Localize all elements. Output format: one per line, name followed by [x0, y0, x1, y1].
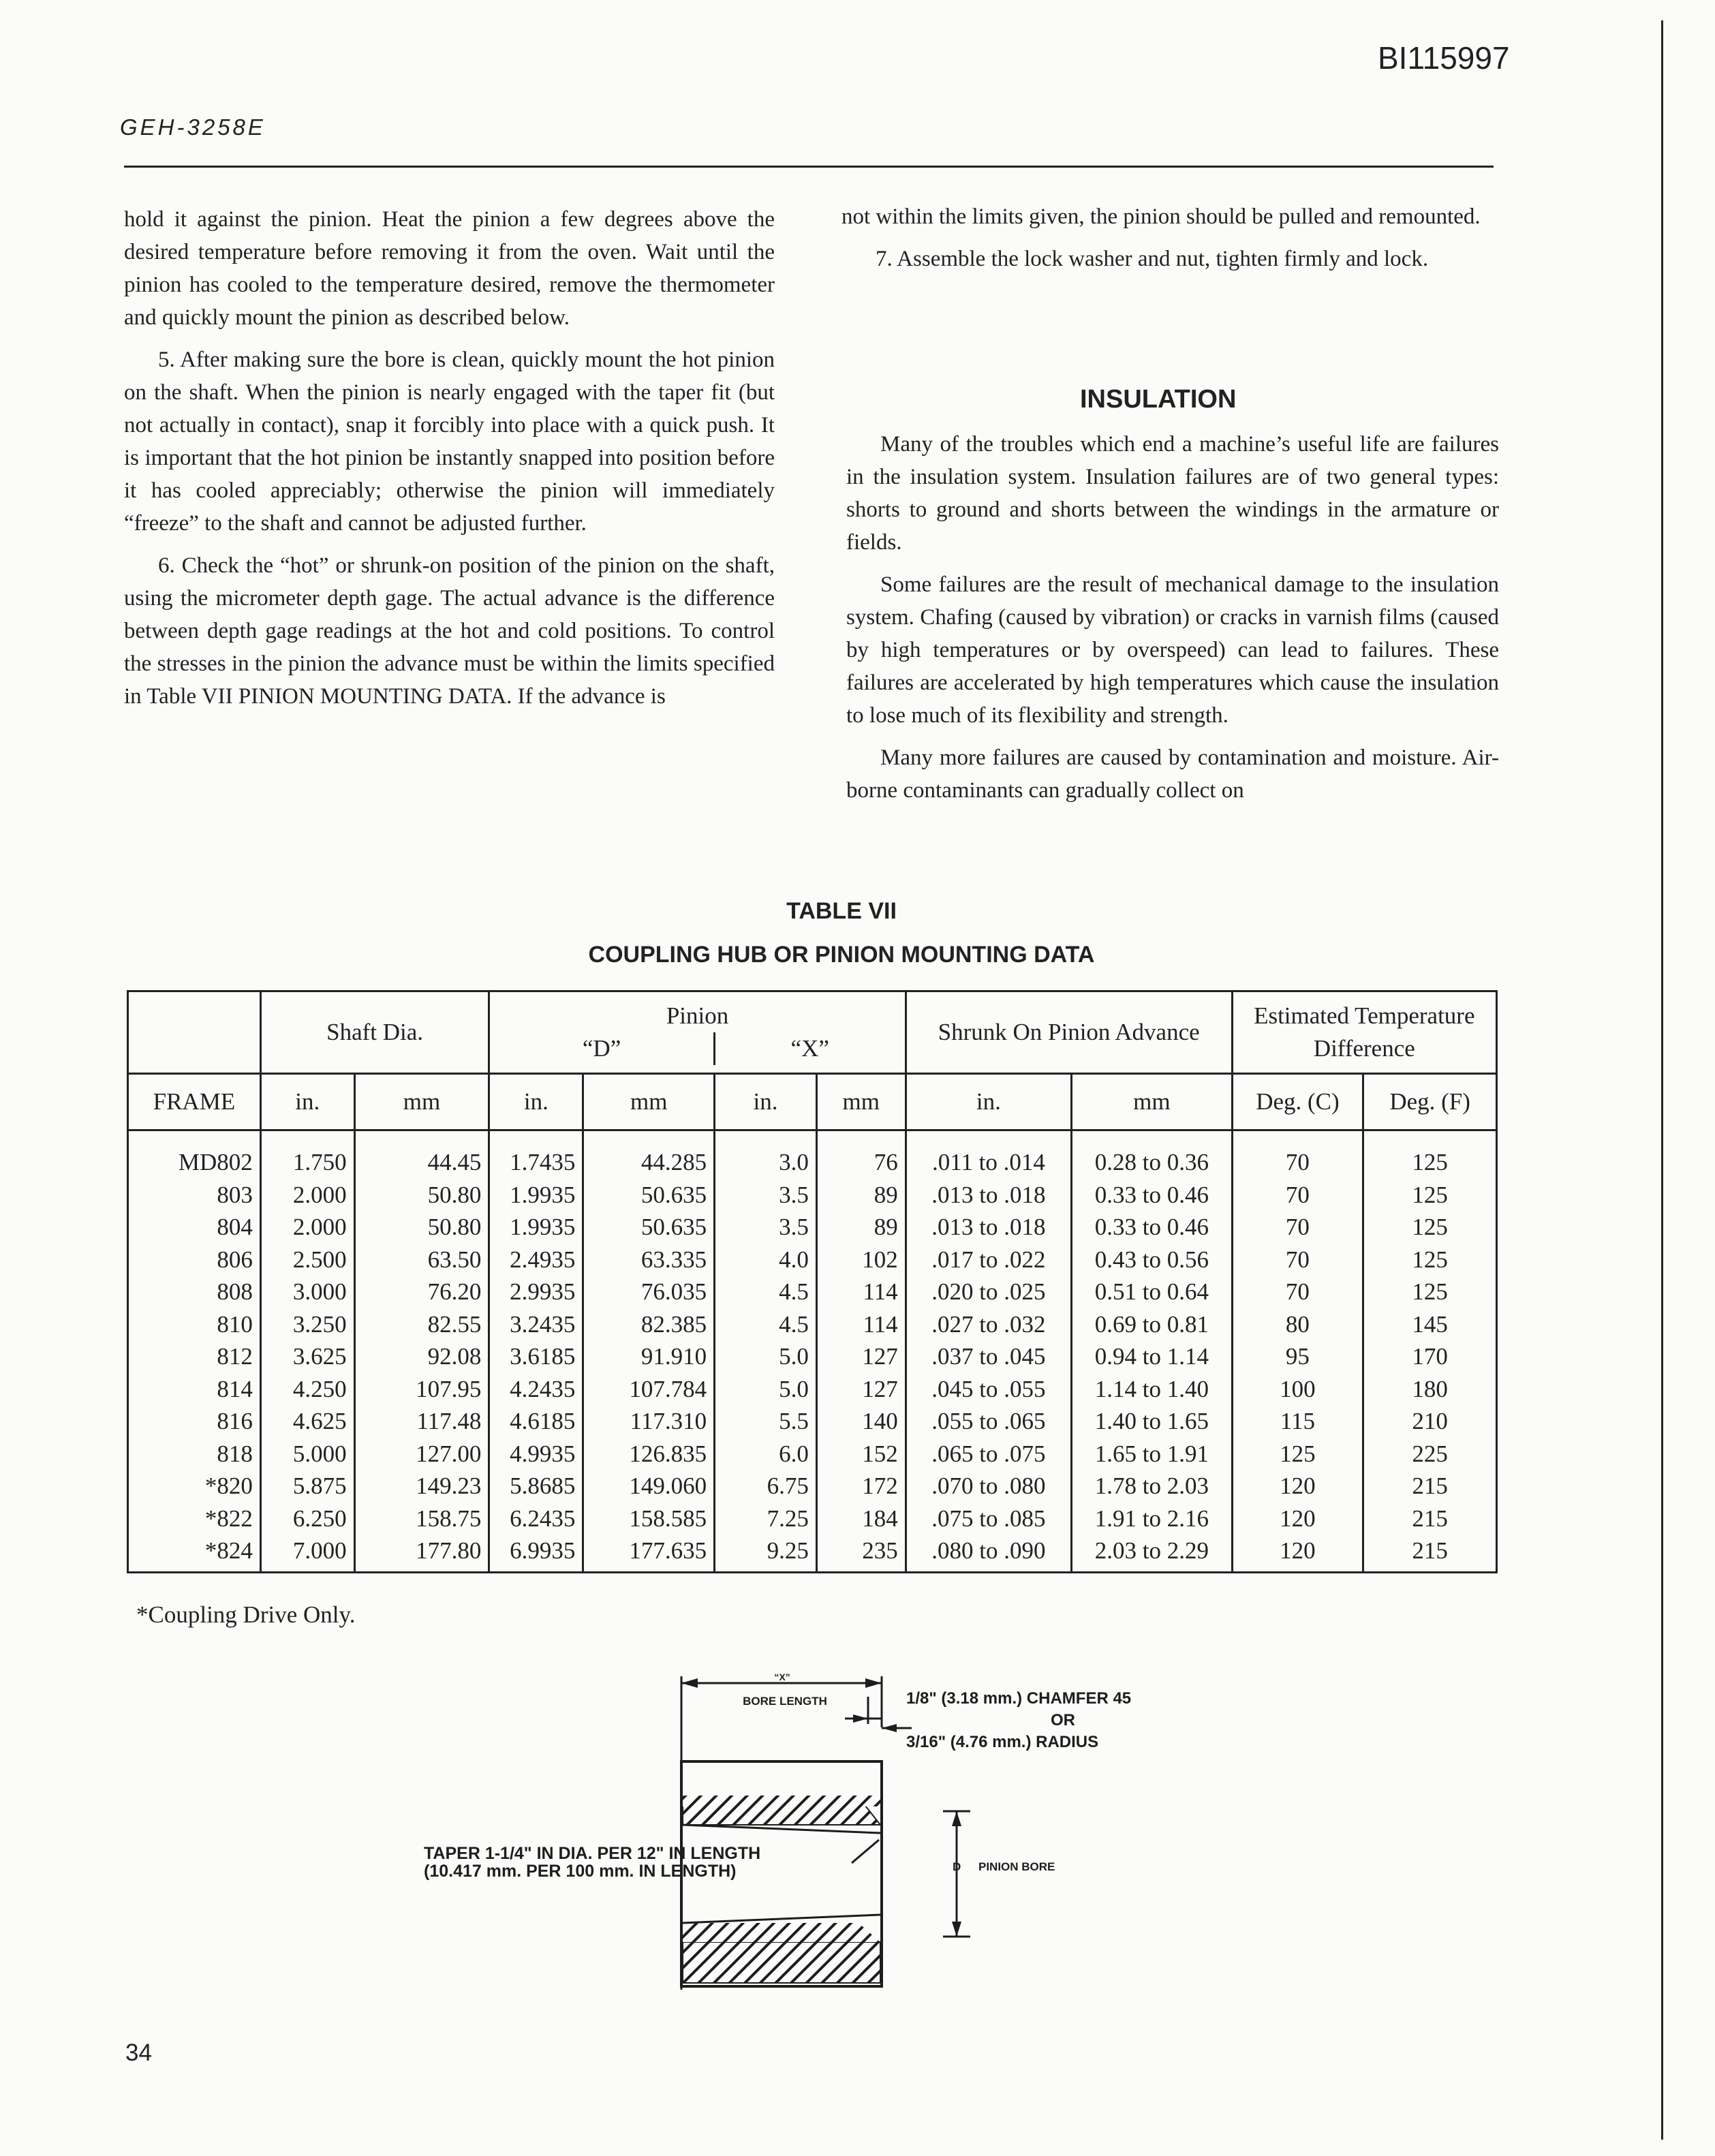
table-cell: 89 — [816, 1179, 906, 1212]
table-cell: 50.80 — [354, 1211, 489, 1244]
table-row — [128, 1340, 1497, 1373]
table-cell: 120 — [1232, 1535, 1363, 1572]
table-cell: 76 — [816, 1130, 906, 1179]
chamfer-arrow-icon — [853, 1714, 868, 1723]
table-cell: 180 — [1363, 1373, 1497, 1406]
pinion-d-label: “D” — [490, 1032, 715, 1065]
table-cell: .065 to .075 — [906, 1438, 1071, 1470]
arrow-down-icon — [952, 1922, 961, 1937]
table-cell: 149.060 — [583, 1470, 715, 1503]
table-cell: 107.784 — [583, 1373, 715, 1406]
table-cell: 1.9935 — [489, 1179, 583, 1212]
table-cell: 76.035 — [583, 1276, 715, 1308]
lower-hatched-section — [683, 1942, 880, 1983]
table-cell: 6.0 — [715, 1438, 817, 1470]
table-cell: 3.0 — [715, 1130, 817, 1179]
table-cell: 2.03 to 2.29 — [1072, 1535, 1232, 1572]
table-cell: 89 — [816, 1211, 906, 1244]
table-cell: 140 — [816, 1405, 906, 1438]
table-cell: 6.9935 — [489, 1535, 583, 1572]
arrow-left-icon — [681, 1678, 698, 1688]
table-cell: 117.310 — [583, 1405, 715, 1438]
table-cell: .055 to .065 — [906, 1405, 1071, 1438]
table-cell: *820 — [128, 1470, 261, 1503]
table-cell: *824 — [128, 1535, 261, 1572]
table-subtitle: COUPLING HUB OR PINION MOUNTING DATA — [588, 942, 1095, 968]
table-cell: .020 to .025 — [906, 1276, 1071, 1308]
table-cell: 5.875 — [260, 1470, 354, 1503]
table-cell: 115 — [1232, 1405, 1363, 1438]
table-row — [128, 1211, 1497, 1244]
table-cell: 806 — [128, 1244, 261, 1276]
column-header: Deg. (C) — [1232, 1074, 1363, 1130]
table-cell: 158.75 — [354, 1503, 489, 1535]
column-header: in. — [489, 1074, 583, 1130]
table-cell: 70 — [1232, 1276, 1363, 1308]
table-row — [128, 1405, 1497, 1438]
column-header: in. — [715, 1074, 817, 1130]
table-row — [128, 1179, 1497, 1212]
table-cell: 1.40 to 1.65 — [1072, 1405, 1232, 1438]
table-cell: 125 — [1232, 1438, 1363, 1470]
table-cell: 114 — [816, 1308, 906, 1341]
table-cell: 50.635 — [583, 1179, 715, 1212]
table-cell: 6.75 — [715, 1470, 817, 1503]
table-cell: 4.625 — [260, 1405, 354, 1438]
arrow-up-icon — [952, 1811, 961, 1826]
paragraph: 7. Assemble the lock washer and nut, tighten firmly and lock. — [876, 247, 1429, 271]
table-cell: 4.9935 — [489, 1438, 583, 1470]
group-header-shrunk: Shrunk On Pinion Advance — [906, 991, 1232, 1074]
table-cell: 82.55 — [354, 1308, 489, 1341]
table-cell: 0.33 to 0.46 — [1072, 1211, 1232, 1244]
table-cell: 120 — [1232, 1503, 1363, 1535]
table-cell: 7.25 — [715, 1503, 817, 1535]
table-cell: 1.91 to 2.16 — [1072, 1503, 1232, 1535]
table-cell: 2.000 — [260, 1179, 354, 1212]
table-cell: 70 — [1232, 1244, 1363, 1276]
column-header: mm — [1072, 1074, 1232, 1130]
table-cell: 145 — [1363, 1308, 1497, 1341]
table-cell: 3.5 — [715, 1211, 817, 1244]
radius-label: 3/16" (4.76 mm.) RADIUS — [906, 1733, 1099, 1751]
table-row — [128, 1130, 1497, 1179]
table-cell: 2.500 — [260, 1244, 354, 1276]
table-cell: 127 — [816, 1340, 906, 1373]
table-cell: .013 to .018 — [906, 1211, 1071, 1244]
paragraph: 5. After making sure the bore is clean, quickly mount the hot pinion on the shaft. When the pinion is nearly engaged with the taper fit (but not actually in contact), snap it forcibly into place with a quick push. It is important that the hot pinion be instantly snapped into position before it has cooled appreciably; otherwise the pinion will immediately “freeze” to the shaft and cannot be adjusted further. — [124, 348, 775, 536]
table-cell: .027 to .032 — [906, 1308, 1071, 1341]
table-cell: 4.250 — [260, 1373, 354, 1406]
bore-x-label: “X” — [774, 1672, 790, 1682]
table-cell: 4.5 — [715, 1276, 817, 1308]
table-cell: .037 to .045 — [906, 1340, 1071, 1373]
table-cell: 4.5 — [715, 1308, 817, 1341]
chamfer-label: 1/8" (3.18 mm.) CHAMFER 45 — [906, 1689, 1132, 1708]
pinion-bore-diagram — [409, 1669, 1240, 1990]
table-column-header-row — [128, 1074, 1497, 1130]
table-cell: 7.000 — [260, 1535, 354, 1572]
table-cell: 810 — [128, 1308, 261, 1341]
table-cell: 80 — [1232, 1308, 1363, 1341]
header-rule — [124, 166, 1494, 168]
table-cell: 127 — [816, 1373, 906, 1406]
table-cell: 1.14 to 1.40 — [1072, 1373, 1232, 1406]
table-cell: 818 — [128, 1438, 261, 1470]
taper-label: TAPER 1-1/4" IN DIA. PER 12" IN LENGTH — [424, 1844, 761, 1863]
table-cell: 149.23 — [354, 1470, 489, 1503]
group-header-shaft: Shaft Dia. — [260, 991, 489, 1074]
table-cell: .011 to .014 — [906, 1130, 1071, 1179]
table-cell: 95 — [1232, 1340, 1363, 1373]
table-cell: 814 — [128, 1373, 261, 1406]
table-cell: MD802 — [128, 1130, 261, 1179]
table-cell: 170 — [1363, 1340, 1497, 1373]
table-title: TABLE VII — [786, 898, 897, 924]
section-heading: INSULATION — [1080, 385, 1237, 414]
table-cell: 1.65 to 1.91 — [1072, 1438, 1232, 1470]
paragraph: Many more failures are caused by contamination and moisture. Air-borne contaminants can gradually collect on — [846, 745, 1499, 803]
table-group-header-row — [128, 991, 1497, 1074]
table-cell: 125 — [1363, 1179, 1497, 1212]
table-cell: 803 — [128, 1179, 261, 1212]
pinion-x-label: “X” — [790, 1035, 829, 1062]
table-cell: 2.000 — [260, 1211, 354, 1244]
column-header: mm — [816, 1074, 906, 1130]
empty-header-cell — [128, 991, 261, 1074]
table-body — [128, 1130, 1497, 1573]
table-cell: 0.51 to 0.64 — [1072, 1276, 1232, 1308]
table-cell: 1.7435 — [489, 1130, 583, 1179]
table-row — [128, 1373, 1497, 1406]
table-cell: 107.95 — [354, 1373, 489, 1406]
pinion-label: Pinion — [666, 1002, 729, 1029]
table-cell: 6.250 — [260, 1503, 354, 1535]
table-cell: .080 to .090 — [906, 1535, 1071, 1572]
table-cell: 225 — [1363, 1438, 1497, 1470]
paragraph: not within the limits given, the pinion should be pulled and remounted. — [841, 204, 1481, 229]
table-cell: .075 to .085 — [906, 1503, 1071, 1535]
table-cell: 3.625 — [260, 1340, 354, 1373]
table-row — [128, 1535, 1497, 1572]
table-cell: 0.43 to 0.56 — [1072, 1244, 1232, 1276]
table-cell: 70 — [1232, 1130, 1363, 1179]
table-cell: 215 — [1363, 1535, 1497, 1572]
table-row — [128, 1244, 1497, 1276]
paragraph: hold it against the pinion. Heat the pinion a few degrees above the desired temperature before removing it from the oven. Wait until the pinion has cooled to the temperature desired, remove the thermometer and quickly mount the pinion as described below. — [124, 207, 775, 330]
group-header-temp: Estimated Temperature Difference — [1232, 991, 1496, 1074]
table-cell: 235 — [816, 1535, 906, 1572]
table-cell: 50.635 — [583, 1211, 715, 1244]
table-cell: 63.50 — [354, 1244, 489, 1276]
table-cell: 152 — [816, 1438, 906, 1470]
table-cell: 6.2435 — [489, 1503, 583, 1535]
table-cell: .070 to .080 — [906, 1470, 1071, 1503]
bore-d-label: D — [953, 1860, 961, 1873]
table-cell: 1.750 — [260, 1130, 354, 1179]
paragraph: 6. Check the “hot” or shrunk-on position of the pinion on the shaft, using the micrometer depth gage. The actual advance is the difference between depth gage readings at the hot and cold positions. To control the stresses in the pinion the advance must be within the limits specified in Table VII PINION MOUNTING DATA. If the advance is — [124, 553, 775, 709]
chamfer-arrow-icon — [882, 1724, 897, 1732]
table-cell: 125 — [1363, 1276, 1497, 1308]
table-cell: 210 — [1363, 1405, 1497, 1438]
table-footnote: *Coupling Drive Only. — [136, 1601, 356, 1628]
table-cell: 44.45 — [354, 1130, 489, 1179]
table-cell: 184 — [816, 1503, 906, 1535]
table-cell: 3.5 — [715, 1179, 817, 1212]
upper-hatched-section — [683, 1806, 880, 1825]
table-cell: 92.08 — [354, 1340, 489, 1373]
table-cell: 215 — [1363, 1470, 1497, 1503]
table-cell: 808 — [128, 1276, 261, 1308]
table-cell: 117.48 — [354, 1405, 489, 1438]
table-cell: 114 — [816, 1276, 906, 1308]
chamfer-or-label: OR — [1051, 1711, 1075, 1729]
table-row — [128, 1308, 1497, 1341]
table-cell: 76.20 — [354, 1276, 489, 1308]
page-number: 34 — [125, 2039, 152, 2066]
table-cell: 70 — [1232, 1211, 1363, 1244]
table-cell: 3.6185 — [489, 1340, 583, 1373]
table-cell: 0.28 to 0.36 — [1072, 1130, 1232, 1179]
table-row — [128, 1503, 1497, 1535]
document-code: GEH-3258E — [120, 114, 266, 140]
table-cell: 127.00 — [354, 1438, 489, 1470]
table-cell: .017 to .022 — [906, 1244, 1071, 1276]
table-cell: 102 — [816, 1244, 906, 1276]
table-cell: .013 to .018 — [906, 1179, 1071, 1212]
table-cell: 5.0 — [715, 1340, 817, 1373]
table-cell: 44.285 — [583, 1130, 715, 1179]
table-cell: 3.2435 — [489, 1308, 583, 1341]
column-header: mm — [354, 1074, 489, 1130]
table-cell: 177.635 — [583, 1535, 715, 1572]
table-cell: 177.80 — [354, 1535, 489, 1572]
column-header: mm — [583, 1074, 715, 1130]
table-cell: 5.5 — [715, 1405, 817, 1438]
insulation-section — [846, 428, 1499, 816]
table-cell: *822 — [128, 1503, 261, 1535]
table-cell: 50.80 — [354, 1179, 489, 1212]
table-row — [128, 1276, 1497, 1308]
bore-length-label: BORE LENGTH — [743, 1695, 827, 1708]
table-cell: 70 — [1232, 1179, 1363, 1212]
table-cell: 5.8685 — [489, 1470, 583, 1503]
table-cell: 4.0 — [715, 1244, 817, 1276]
column-header: FRAME — [128, 1074, 261, 1130]
paragraph: Some failures are the result of mechanical damage to the insulation system. Chafing (caused by vibration) or cracks in varnish films (caused by high temperatures or by overspeed) can lead to failures. These failures are accelerated by high temperatures which cause the insulation to lose much of its flexibility and strength. — [846, 572, 1499, 728]
table-row — [128, 1438, 1497, 1470]
arrow-right-icon — [865, 1678, 882, 1688]
table-cell: 5.0 — [715, 1373, 817, 1406]
column-header: Deg. (F) — [1363, 1074, 1497, 1130]
table-cell: 0.33 to 0.46 — [1072, 1179, 1232, 1212]
table-cell: 91.910 — [583, 1340, 715, 1373]
pinion-mounting-table — [127, 990, 1498, 1573]
table-cell: 804 — [128, 1211, 261, 1244]
document-id: BI115997 — [1378, 40, 1510, 76]
table-cell: 82.385 — [583, 1308, 715, 1341]
table-row — [128, 1470, 1497, 1503]
table-cell: 3.000 — [260, 1276, 354, 1308]
page-edge-line — [1661, 20, 1663, 2140]
table-cell: 125 — [1363, 1130, 1497, 1179]
table-cell: 0.94 to 1.14 — [1072, 1340, 1232, 1373]
table-cell: 158.585 — [583, 1503, 715, 1535]
table-cell: 126.835 — [583, 1438, 715, 1470]
table-cell: 812 — [128, 1340, 261, 1373]
right-column — [841, 200, 1499, 285]
group-header-pinion — [489, 991, 906, 1074]
table-cell: 2.9935 — [489, 1276, 583, 1308]
table-cell: 1.9935 — [489, 1211, 583, 1244]
table-cell: .045 to .055 — [906, 1373, 1071, 1406]
left-column — [124, 203, 775, 722]
table-cell: 215 — [1363, 1503, 1497, 1535]
table-cell: 63.335 — [583, 1244, 715, 1276]
table-cell: 4.2435 — [489, 1373, 583, 1406]
pinion-bore-label: PINION BORE — [978, 1860, 1055, 1873]
table-cell: 125 — [1363, 1244, 1497, 1276]
column-header: in. — [906, 1074, 1071, 1130]
table-cell: 1.78 to 2.03 — [1072, 1470, 1232, 1503]
table-cell: 100 — [1232, 1373, 1363, 1406]
table-cell: 2.4935 — [489, 1244, 583, 1276]
table-cell: 9.25 — [715, 1535, 817, 1572]
table-cell: 816 — [128, 1405, 261, 1438]
table-cell: 5.000 — [260, 1438, 354, 1470]
table-cell: 0.69 to 0.81 — [1072, 1308, 1232, 1341]
table-cell: 4.6185 — [489, 1405, 583, 1438]
table-cell: 3.250 — [260, 1308, 354, 1341]
table-cell: 125 — [1363, 1211, 1497, 1244]
paragraph: Many of the troubles which end a machine’s useful life are failures in the insulation system. Insulation failures are of two general types: shorts to ground and shorts between the windings in the armature or fields. — [846, 432, 1499, 555]
table-cell: 120 — [1232, 1470, 1363, 1503]
taper-metric-label: (10.417 mm. PER 100 mm. IN LENGTH) — [424, 1862, 737, 1881]
table-cell: 172 — [816, 1470, 906, 1503]
column-header: in. — [260, 1074, 354, 1130]
